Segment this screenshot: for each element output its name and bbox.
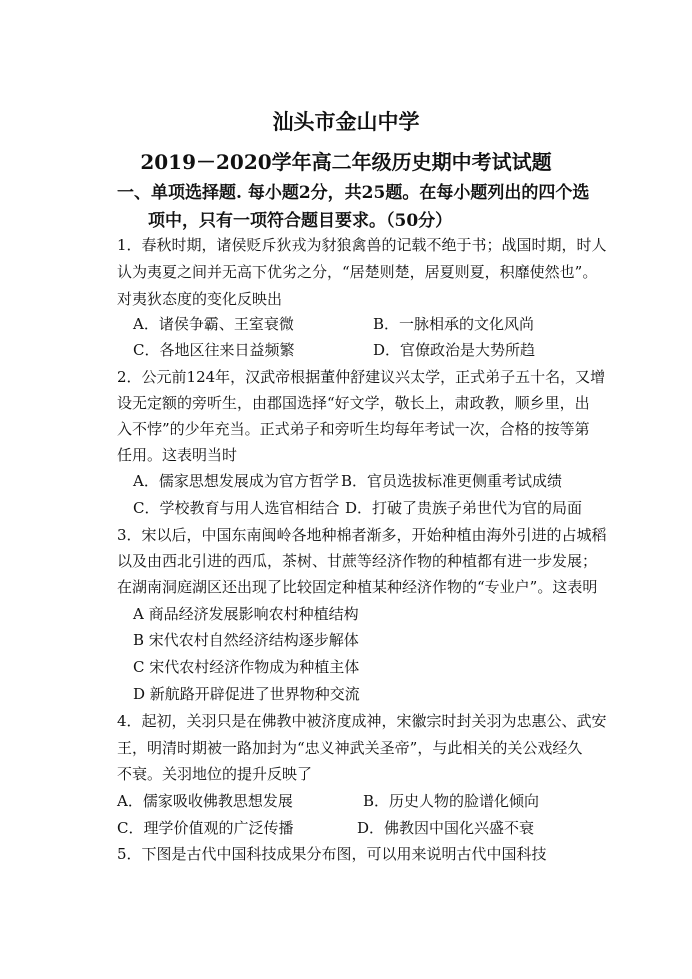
question-3-option-b: B 宋代农村自然经济结构逐步解体: [133, 631, 359, 649]
question-2-line-1: 2．公元前124年，汉武帝根据董仲舒建议兴太学，正式弟子五十名，又增: [117, 368, 606, 386]
question-2-option-b: B．官员选拔标准更侧重考试成绩: [341, 472, 563, 490]
question-2-line-3: 入不悖”的少年充当。正式弟子和旁听生均每年考试一次，合格的按等第: [117, 420, 590, 438]
question-2-option-c: C．学校教育与用人选官相结合: [133, 499, 340, 517]
question-2-option-d: D．打破了贵族子弟世代为官的局面: [345, 499, 583, 517]
question-3-option-d: D 新航路开辟促进了世界物种交流: [133, 685, 360, 703]
question-5-line-1: 5．下图是古代中国科技成果分布图，可以用来说明古代中国科技: [117, 845, 547, 863]
question-2-option-a: A．儒家思想发展成为官方哲学: [133, 472, 339, 490]
question-4-line-1: 4．起初，关羽只是在佛教中被济度成神，宋徽宗时封关羽为忠惠公、武安: [117, 712, 607, 730]
question-4-option-b: B．历史人物的脸谱化倾向: [363, 792, 540, 810]
question-4-line-2: 王，明清时期被一路加封为“忠义神武关圣帝”，与此相关的关公戏经久: [117, 739, 583, 757]
exam-title: 2019－2020学年高二年级历史期中考试试题: [140, 150, 552, 174]
question-1-line-3: 对夷狄态度的变化反映出: [117, 290, 283, 308]
question-1-option-c: C．各地区往来日益频繁: [133, 341, 295, 359]
school-title: 汕头市金山中学: [272, 109, 420, 134]
question-3-option-a: A 商品经济发展影响农村种植结构: [133, 605, 359, 623]
question-2-line-4: 任用。这表明当时: [117, 446, 238, 464]
question-1-line-1: 1．春秋时期，诸侯贬斥狄戎为豺狼禽兽的记载不绝于书；战国时期，时人: [117, 236, 607, 254]
question-1-option-a: A．诸侯争霸、王室衰微: [133, 315, 294, 333]
question-4-option-c: C．理学价值观的广泛传播: [117, 819, 294, 837]
question-3-line-2: 以及由西北引进的西瓜，茶树、甘蔗等经济作物的种植都有进一步发展；: [117, 552, 598, 570]
section-heading-line1: 一、单项选择题. 每小题2分，共25题。在每小题列出的四个选: [117, 183, 590, 203]
question-1-option-d: D．官僚政治是大势所趋: [373, 341, 536, 359]
section-heading-line2: 项中，只有一项符合题目要求。（50分）: [148, 211, 453, 231]
question-3-line-3: 在湖南洞庭湖区还出现了比较固定种植某种经济作物的“专业户”。这表明: [117, 578, 598, 596]
question-3-option-c: C 宋代农村经济作物成为种植主体: [133, 658, 360, 676]
question-3-line-1: 3．宋以后，中国东南闽岭各地种棉者渐多，开始种植由海外引进的占城稻: [117, 526, 607, 544]
question-4-option-a: A．儒家吸收佛教思想发展: [117, 792, 293, 810]
question-2-line-2: 设无定额的旁听生，由郡国选择“好文学，敬长上，肃政教，顺乡里，出: [117, 394, 590, 412]
question-1-option-b: B．一脉相承的文化风尚: [373, 315, 535, 333]
question-1-line-2: 认为夷夏之间并无高下优劣之分，“居楚则楚，居夏则夏，积靡使然也”。: [117, 263, 598, 281]
question-4-line-3: 不衰。关羽地位的提升反映了: [117, 765, 313, 783]
question-4-option-d: D．佛教因中国化兴盛不衰: [357, 819, 535, 837]
